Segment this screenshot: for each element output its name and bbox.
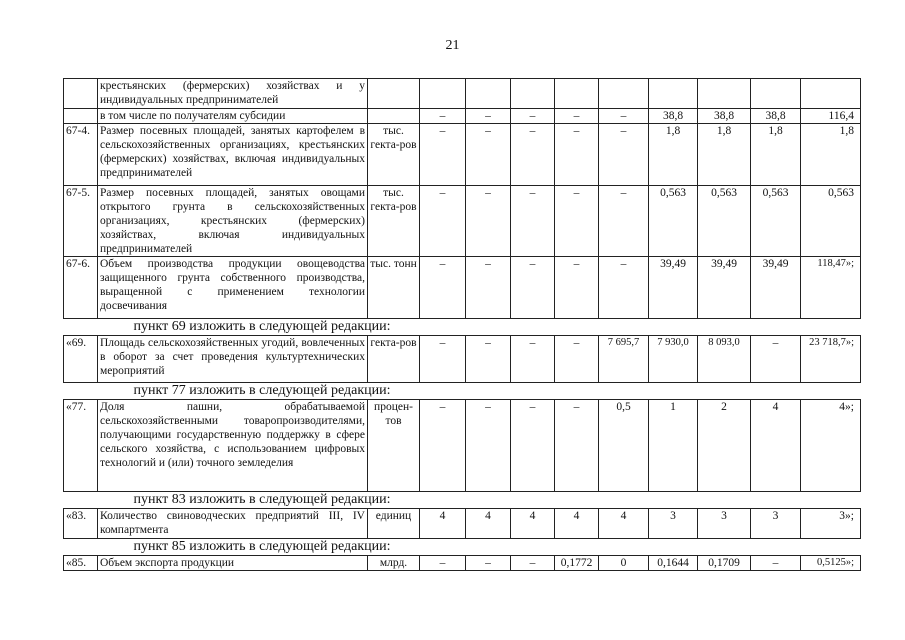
value-cell: 3 (751, 509, 801, 539)
unit-cell: процен-тов (368, 400, 420, 492)
value-cell: – (466, 257, 511, 319)
value-cell: – (511, 109, 555, 124)
value-cell: – (599, 257, 649, 319)
value-cell (555, 79, 599, 109)
value-cell: – (466, 400, 511, 492)
value-cell: 0,1709 (698, 556, 751, 571)
value-cell: – (599, 124, 649, 186)
value-cell: 3 (649, 509, 698, 539)
value-cell: 3»; (801, 509, 861, 539)
value-cell: – (555, 124, 599, 186)
value-cell: – (466, 336, 511, 383)
section-heading: пункт 69 изложить в следующей редакции: (133, 319, 391, 334)
value-cell: – (599, 186, 649, 257)
value-cell: – (420, 124, 466, 186)
unit-cell: тыс. гекта-ров (368, 124, 420, 186)
value-cell: – (420, 336, 466, 383)
value-cell: 0,1772 (555, 556, 599, 571)
row-number: «85. (64, 556, 98, 571)
value-cell: – (420, 556, 466, 571)
value-cell: – (555, 186, 599, 257)
indicator-name: Доля пашни, обрабатываемой сельскохозяйственными товаропроизводителями, получающими государственную поддержку в сфере сельского хозяйства, с использованием цифровых технологий и (или) точного земледелия (98, 400, 368, 492)
value-cell: – (511, 400, 555, 492)
page-number: 21 (445, 38, 460, 53)
value-cell: – (555, 257, 599, 319)
value-cell: 118,47»; (801, 257, 861, 319)
value-cell: – (420, 186, 466, 257)
section-heading: пункт 85 изложить в следующей редакции: (133, 539, 391, 554)
indicator-name: Площадь сельскохозяйственных угодий, вовлеченных в оборот за счет проведения культуртехнических мероприятий (98, 336, 368, 383)
table-row (64, 336, 861, 383)
value-cell: – (420, 109, 466, 124)
unit-cell: млрд. (368, 556, 420, 571)
value-cell (511, 79, 555, 109)
value-cell: 7 930,0 (649, 336, 698, 383)
value-cell: – (511, 336, 555, 383)
table-row (64, 79, 861, 109)
row-number: «83. (64, 509, 98, 539)
indicator-name: Размер посевных площадей, занятых овощами открытого грунта в сельскохозяйственных организациях, крестьянских (фермерских) хозяйствах, включая индивидуальных предпринимателей (98, 186, 368, 257)
value-cell (420, 79, 466, 109)
value-cell: 4 (555, 509, 599, 539)
section-heading-row (64, 492, 861, 509)
indicator-name: крестьянских (фермерских) хозяйствах и у индивидуальных предпринимателей (98, 79, 368, 109)
value-cell: – (420, 257, 466, 319)
value-cell: 1,8 (698, 124, 751, 186)
value-cell: 116,4 (801, 109, 861, 124)
value-cell: – (466, 186, 511, 257)
value-cell (751, 79, 801, 109)
value-cell: – (751, 336, 801, 383)
value-cell: 1,8 (649, 124, 698, 186)
table-row (64, 400, 861, 492)
value-cell: 0,5125»; (801, 556, 861, 571)
indicator-table (63, 78, 861, 571)
table-row (64, 257, 861, 319)
value-cell: 0,563 (801, 186, 861, 257)
value-cell: – (555, 400, 599, 492)
value-cell: 4 (466, 509, 511, 539)
section-heading-row (64, 539, 861, 556)
value-cell (698, 79, 751, 109)
unit-cell: гекта-ров (368, 336, 420, 383)
indicator-name: в том числе по получателям субсидии (98, 109, 368, 124)
value-cell: 0,563 (751, 186, 801, 257)
unit-cell (368, 79, 420, 109)
value-cell: – (555, 336, 599, 383)
row-number (64, 109, 98, 124)
value-cell: 7 695,7 (599, 336, 649, 383)
value-cell: – (511, 257, 555, 319)
section-heading: пункт 83 изложить в следующей редакции: (133, 492, 391, 507)
value-cell: 39,49 (698, 257, 751, 319)
value-cell: 4»; (801, 400, 861, 492)
value-cell: 0,5 (599, 400, 649, 492)
table-row (64, 556, 861, 571)
row-number: 67-5. (64, 186, 98, 257)
table-row (64, 509, 861, 539)
row-number (64, 79, 98, 109)
value-cell (801, 79, 861, 109)
value-cell: – (420, 400, 466, 492)
table-row (64, 109, 861, 124)
unit-cell: тыс. тонн (368, 257, 420, 319)
value-cell (466, 79, 511, 109)
value-cell: 4 (599, 509, 649, 539)
value-cell: 3 (698, 509, 751, 539)
unit-cell (368, 109, 420, 124)
row-number: 67-4. (64, 124, 98, 186)
value-cell (649, 79, 698, 109)
value-cell: – (466, 556, 511, 571)
value-cell: 4 (420, 509, 466, 539)
unit-cell: тыс. гекта-ров (368, 186, 420, 257)
value-cell: – (511, 124, 555, 186)
value-cell: 39,49 (649, 257, 698, 319)
indicator-name: Объем производства продукции овощеводства защищенного грунта собственного производства, выращенной с применением технологии досвечивания (98, 257, 368, 319)
value-cell: 1,8 (751, 124, 801, 186)
value-cell: 2 (698, 400, 751, 492)
value-cell: 0,563 (649, 186, 698, 257)
indicator-name: Размер посевных площадей, занятых картофелем в сельскохозяйственных организациях, крестьянских (фермерских) хозяйствах, включая индивидуальных предпринимателей (98, 124, 368, 186)
value-cell: 4 (751, 400, 801, 492)
row-number: «69. (64, 336, 98, 383)
value-cell: 4 (511, 509, 555, 539)
value-cell: – (466, 124, 511, 186)
value-cell: – (466, 109, 511, 124)
value-cell: 1 (649, 400, 698, 492)
value-cell: – (555, 109, 599, 124)
value-cell: – (511, 186, 555, 257)
value-cell: 38,8 (649, 109, 698, 124)
section-heading: пункт 77 изложить в следующей редакции: (133, 383, 391, 398)
value-cell: 38,8 (698, 109, 751, 124)
value-cell: 8 093,0 (698, 336, 751, 383)
indicator-name: Объем экспорта продукции (98, 556, 368, 571)
value-cell: 1,8 (801, 124, 861, 186)
value-cell: 0,1644 (649, 556, 698, 571)
value-cell: – (751, 556, 801, 571)
indicator-name: Количество свиноводческих предприятий III, IV компартмента (98, 509, 368, 539)
value-cell: – (511, 556, 555, 571)
value-cell (599, 79, 649, 109)
table-row (64, 124, 861, 186)
value-cell: 0,563 (698, 186, 751, 257)
section-heading-row (64, 383, 861, 400)
value-cell: 23 718,7»; (801, 336, 861, 383)
row-number: «77. (64, 400, 98, 492)
unit-cell: единиц (368, 509, 420, 539)
value-cell: 0 (599, 556, 649, 571)
table-row (64, 186, 861, 257)
value-cell: – (599, 109, 649, 124)
value-cell: 39,49 (751, 257, 801, 319)
section-heading-row (64, 319, 861, 336)
row-number: 67-6. (64, 257, 98, 319)
value-cell: 38,8 (751, 109, 801, 124)
